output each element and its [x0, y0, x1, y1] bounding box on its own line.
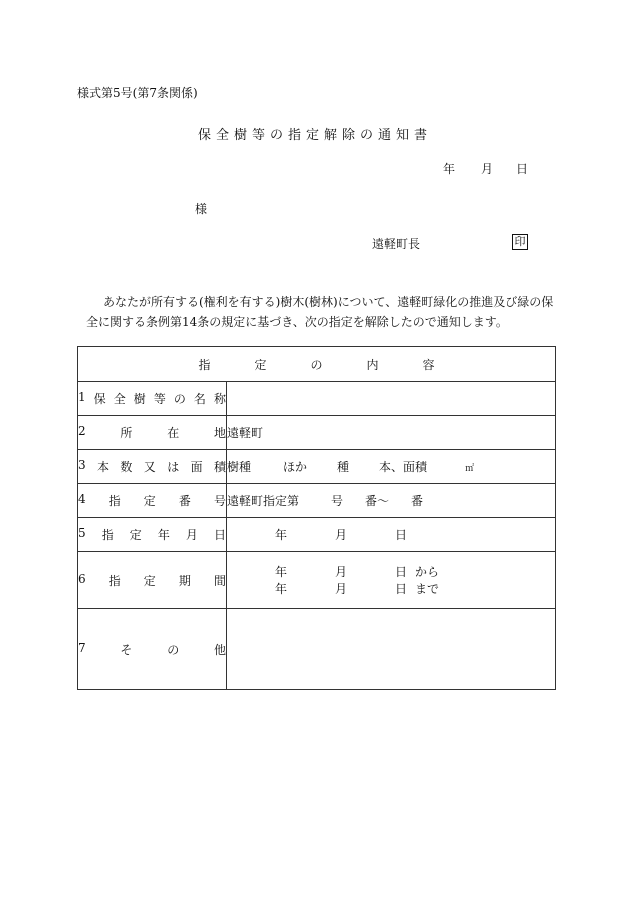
seal-mark: 印 [512, 234, 528, 250]
period-to: 年 月 日 まで [275, 582, 440, 596]
addressee-suffix: 様 [195, 202, 208, 216]
issuer: 遠軽町長 [372, 237, 421, 251]
row-value: 遠軽町 [227, 416, 556, 450]
row-label: 4 指 定 番 号 [78, 484, 227, 518]
table-row [78, 552, 556, 609]
form-number: 様式第5号(第7条関係) [77, 86, 198, 100]
row-value [227, 552, 556, 609]
row-value: 遠軽町指定第 号 番〜 番 [227, 484, 556, 518]
table-row [78, 484, 556, 518]
row-label: 7 そ の 他 [78, 609, 227, 690]
row-label: 6 指 定 期 間 [78, 552, 227, 609]
notice-body [86, 292, 556, 332]
table-row [78, 382, 556, 416]
document-title: 保全樹等の指定解除の通知書 [197, 128, 432, 143]
body-line-1: あなたが所有する(権利を有する)樹木(樹林)について、遠軽町緑化の推進及び緑の保 [103, 295, 554, 309]
row-label: 1 保 全 樹 等 の 名 称 [78, 382, 227, 416]
row-label: 5 指 定 年 月 日 [78, 518, 227, 552]
body-line-2: 全に関する条例第14条の規定に基づき、次の指定を解除したので通知します。 [86, 315, 508, 329]
designation-table [77, 346, 556, 690]
date-month: 月 [481, 162, 494, 176]
row-label: 3 本 数 又 は 面 積 [78, 450, 227, 484]
date-day: 日 [516, 162, 529, 176]
row-value: 年 月 日 [227, 518, 556, 552]
date-year: 年 [443, 162, 456, 176]
table-row [78, 416, 556, 450]
row-value [227, 609, 556, 690]
row-label: 2 所 在 地 [78, 416, 227, 450]
table-header: 指 定 の 内 容 [78, 347, 556, 382]
row-value: 樹種 ほか 種 本、面積 ㎡ [227, 450, 556, 484]
period-from: 年 月 日 から [275, 565, 440, 579]
table-row [78, 609, 556, 690]
table-row [78, 450, 556, 484]
row-value [227, 382, 556, 416]
table-row [78, 518, 556, 552]
